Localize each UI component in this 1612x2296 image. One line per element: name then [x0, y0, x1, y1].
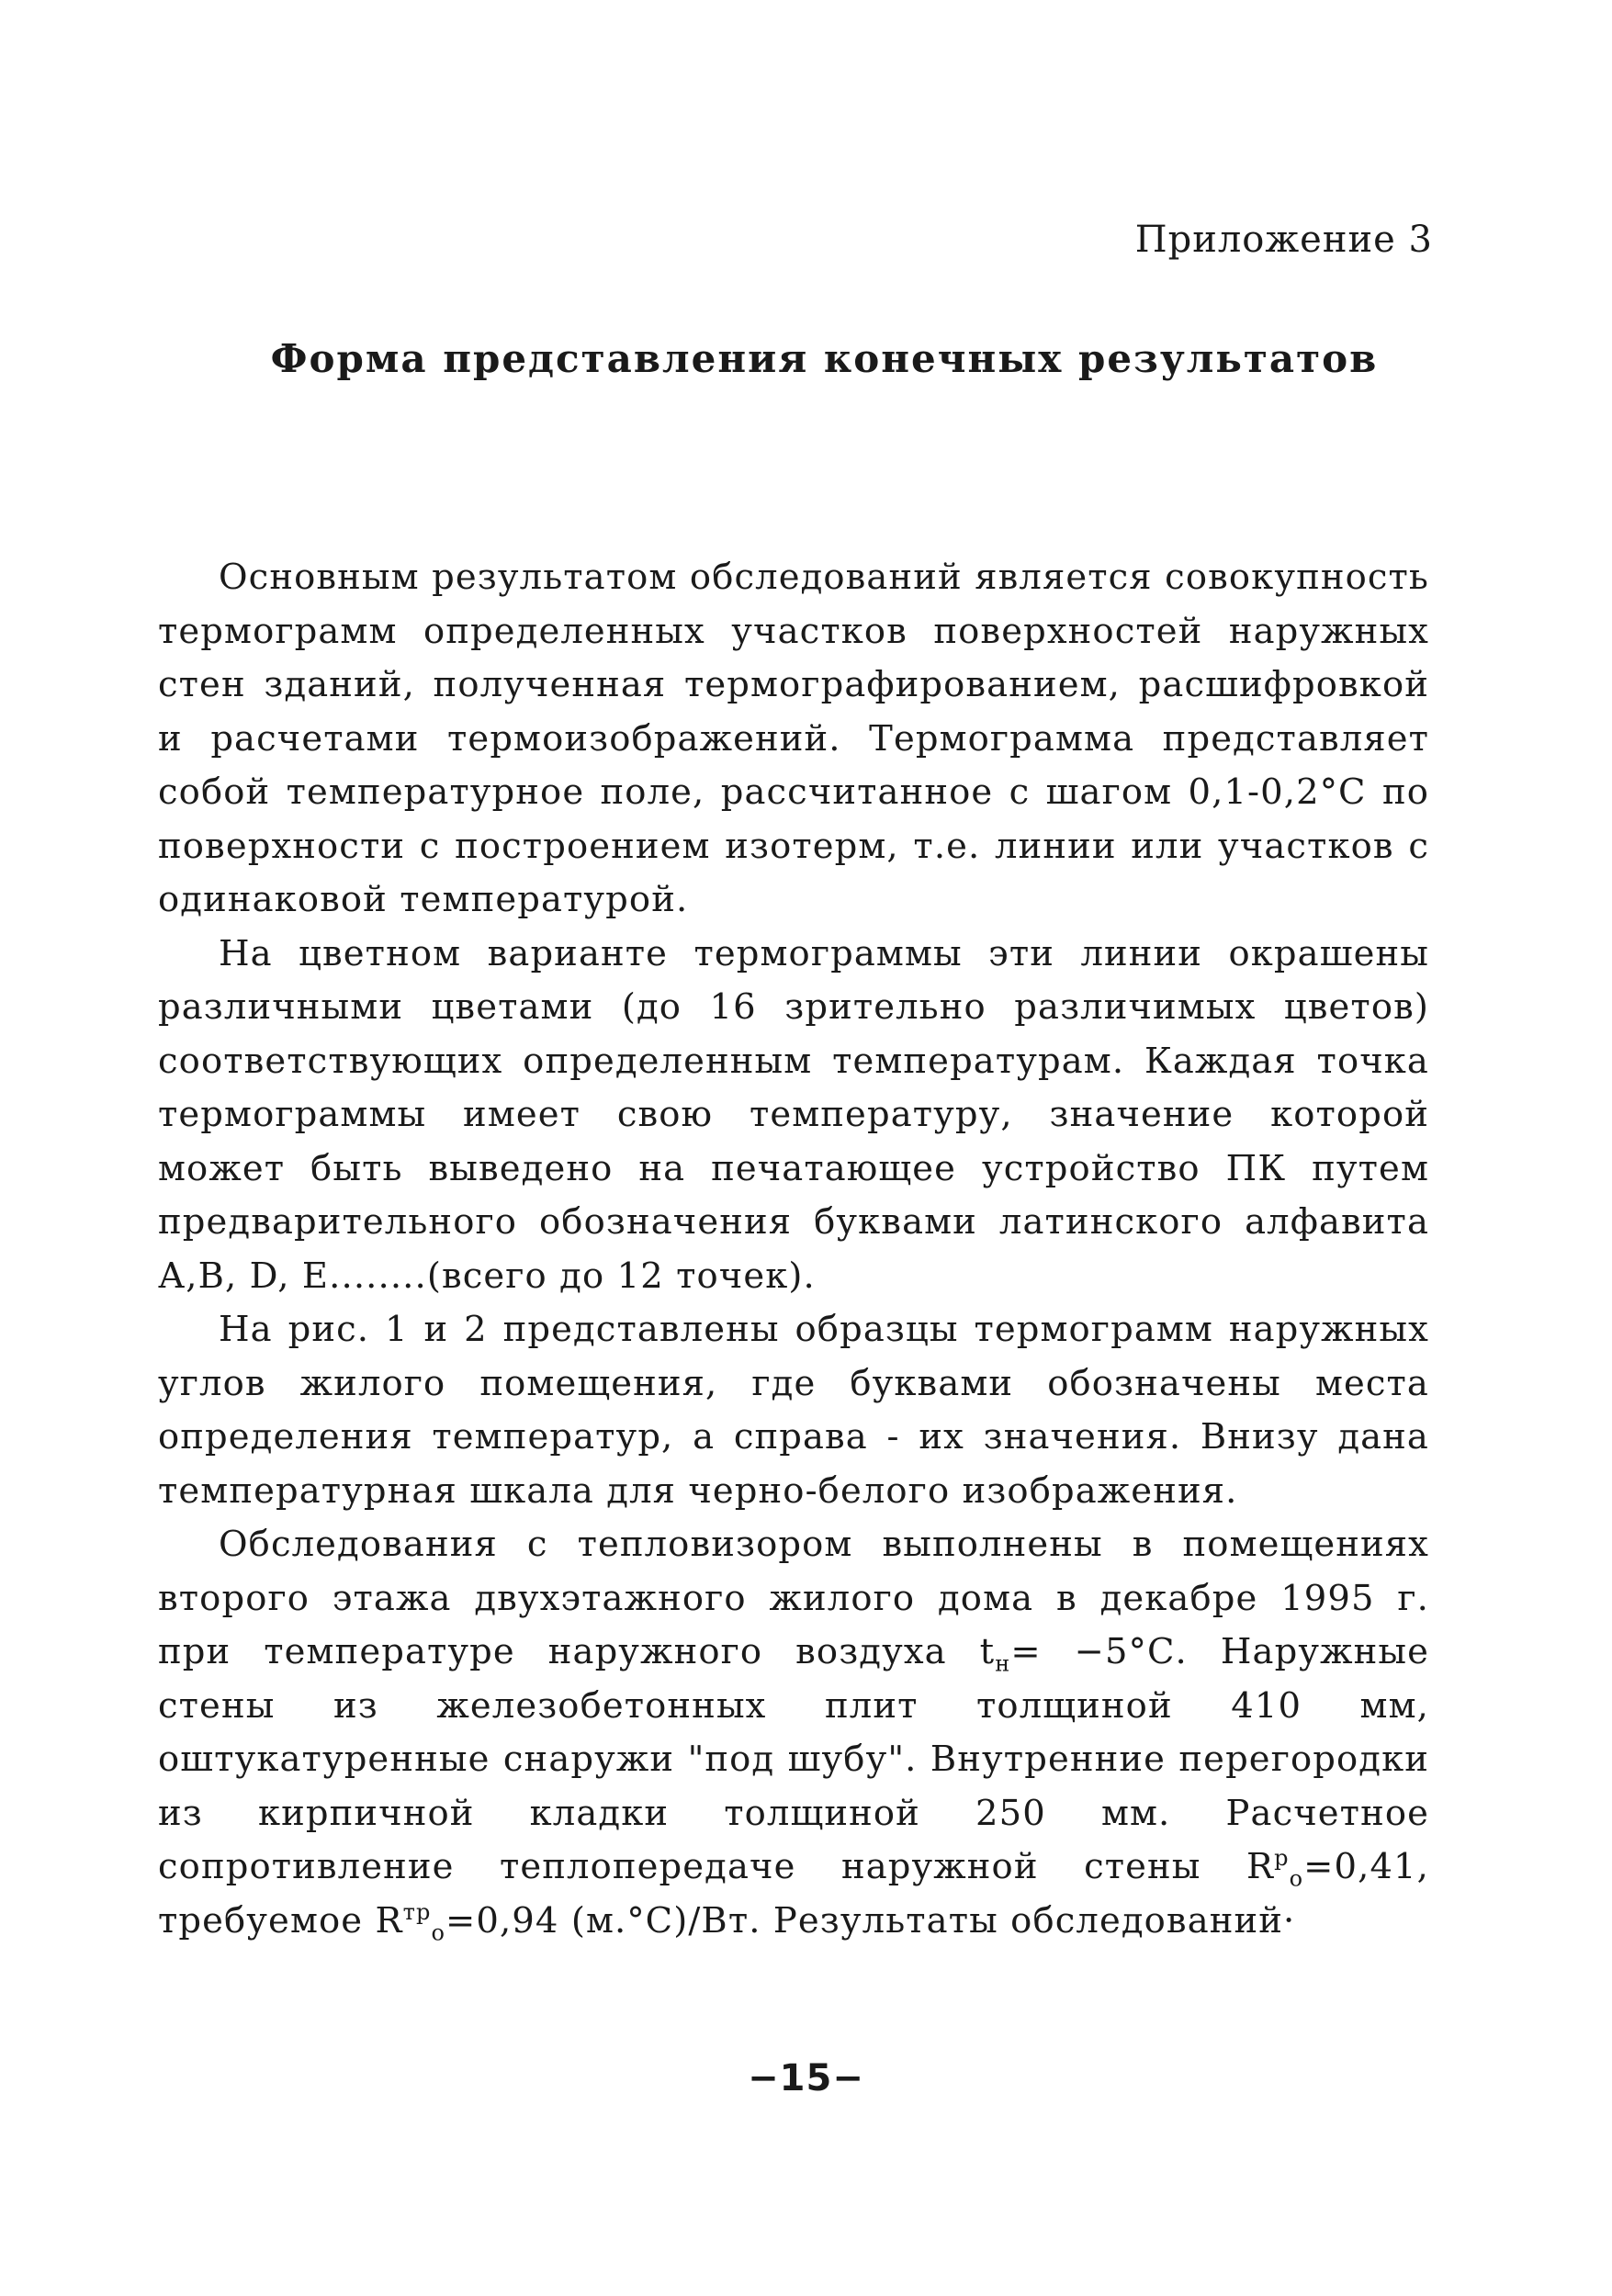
- paragraph-2: На цветном варианте термограммы эти линии окрашены различными цветами (до 16 зрительно различимых цветов) соответствующих определенным температурам. Каждая точка термограммы имеет свою температуру, значение которой может быть выведено на печатающее устройство ПК путем предварительного обозначения буквами латинского алфавита А,В, D, Е........(всего до 12 точек).: [158, 932, 1429, 1297]
- subscript-o-1: о: [1289, 1865, 1304, 1892]
- paragraph-4: [158, 1518, 1429, 1948]
- page-number: −15−: [748, 2057, 864, 2099]
- paragraph-3: На рис. 1 и 2 представлены образцы термограмм наружных углов жилого помещения, где буквами обозначены места определения температур, а справа - их значения. Внизу дана температурная шкала для черно-белого изображения.: [158, 1309, 1429, 1512]
- paragraph-4-part-4: =0,94 (м.°С)/Вт. Результаты обследований·: [445, 1899, 1296, 1941]
- superscript-tr: тр: [402, 1898, 432, 1925]
- appendix-label: Приложение 3: [1134, 219, 1433, 261]
- body-text: [158, 551, 1429, 1948]
- subscript-n: н: [995, 1650, 1011, 1677]
- superscript-p: р: [1274, 1845, 1290, 1872]
- subscript-o-2: о: [431, 1919, 445, 1946]
- paragraph-4-part-1: Обследования с тепловизором выполнены в помещениях второго этажа двухэтажного жилого дома в декабре 1995 г. при температуре наружного воздуха t: [158, 1524, 1429, 1672]
- paragraph-4-part-2: = −5°С. Наружные стены из железобетонных плит толщиной 410 мм, оштукатуренные снаружи "под шубу". Внутренние перегородки из кирпичной кладки толщиной 250 мм. Расчетное сопротивление теплопередаче наружной стены R: [158, 1631, 1429, 1887]
- paragraph-4-part-3: =0,41, требуемое R: [158, 1846, 1429, 1941]
- page-title: Форма представления конечных результатов: [270, 336, 1379, 381]
- paragraph-1: Основным результатом обследований является совокупность термограмм определенных участков поверхностей наружных стен зданий, полученная термографированием, расшифровкой и расчетами термоизображений. Термограмма представляет собой температурное поле, рассчитанное с шагом 0,1-0,2°С по поверхности с построением изотерм, т.е. линии или участков с одинаковой температурой.: [158, 557, 1429, 920]
